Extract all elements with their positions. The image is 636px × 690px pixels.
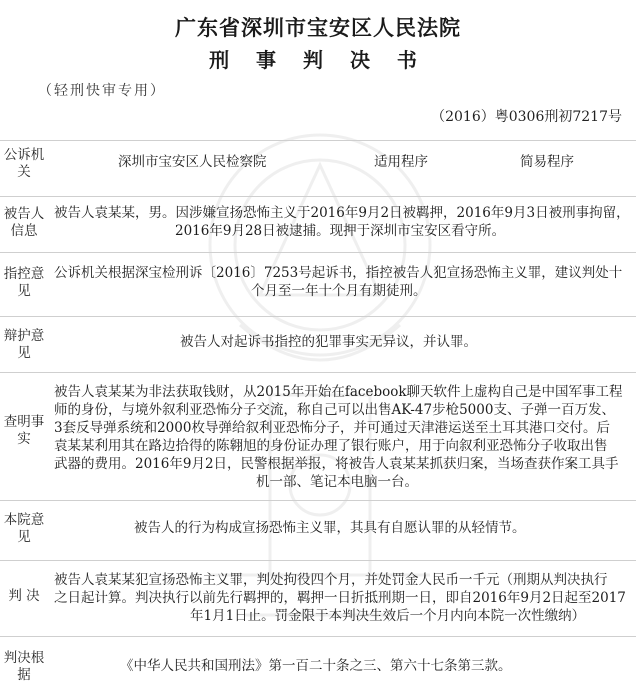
defendant-label: 被告人信息 <box>3 206 45 239</box>
defense-text: 被告人对起诉书指控的犯罪事实无异议，并认罪。 <box>180 334 477 350</box>
basis-row <box>0 636 636 690</box>
facts-line: 机一部、笔记本电脑一台。 <box>256 474 418 490</box>
prosecutor-agency: 深圳市宝安区人民检察院 <box>118 154 267 170</box>
defendant-line-1: 被告人袁某某，男。因涉嫌宣扬恐怖主义于2016年9月2日被羁押，2016年9月3日被刑事拘留， <box>54 205 630 221</box>
facts-line: 师的身份，与境外叙利亚恐怖分子交流，称自己可以出售AK-47步枪5000支、子弹一百万发、 <box>54 402 615 418</box>
judgment-row <box>0 560 636 636</box>
basis-text: 《中华人民共和国刑法》第一百二十条之三、第六十七条第三款。 <box>120 658 512 674</box>
defendant-row <box>0 196 636 252</box>
facts-line: 被告人袁某某为非法获取钱财，从2015年开始在facebook聊天软件上虚构自己是中国军事工程 <box>54 384 623 400</box>
facts-label: 查明事实 <box>3 414 45 447</box>
facts-line: 3套反导弹系统和2000枚导弹给叙利亚恐怖分子，并可通过天津港运送至土耳其港口交付。后 <box>54 420 610 436</box>
facts-row <box>0 372 636 500</box>
prosecutor-label: 公诉机关 <box>3 147 45 180</box>
judgment-label: 判 决 <box>8 588 40 604</box>
prosecutor-row <box>0 140 636 196</box>
charge-row <box>0 252 636 316</box>
charge-line-2: 个月至一年十个月有期徒刑。 <box>251 283 427 299</box>
defendant-line-2: 2016年9月28日被逮捕。现押于深圳市宝安区看守所。 <box>175 223 506 239</box>
defense-row <box>0 316 636 372</box>
facts-line: 袁某某利用其在路边拾得的陈翱旭的身份证办理了银行账户，用于向叙利亚恐怖分子收取出售 <box>54 438 608 454</box>
facts-line: 武器的费用。2016年9月2日，民警根据举报，将被告人袁某某抓获归案，当场查获作案工具手 <box>54 456 619 472</box>
defense-label: 辩护意见 <box>3 328 45 361</box>
charge-line-1: 公诉机关根据深宝检刑诉〔2016〕7253号起诉书，指控被告人犯宣扬恐怖主义罪，建议判处十 <box>54 265 623 281</box>
court-opinion-label: 本院意见 <box>3 512 45 545</box>
court-name: 广东省深圳市宝安区人民法院 <box>175 15 461 40</box>
charge-label: 指控意见 <box>3 266 45 299</box>
judgment-line: 被告人袁某某犯宣扬恐怖主义罪，判处拘役四个月，并处罚金人民币一千元（刑期从判决执行 <box>54 572 608 588</box>
procedure-value: 简易程序 <box>520 154 574 170</box>
judgment-line: 年1月1日止。罚金限于本判决生效后一个月内向本院一次性缴纳） <box>190 608 586 624</box>
court-opinion-text: 被告人的行为构成宣扬恐怖主义罪，其具有自愿认罪的从轻情节。 <box>134 520 526 536</box>
judgment-line: 之日起计算。判决执行以前先行羁押的，羁押一日折抵刑期一日，即自2016年9月2日起至2017 <box>54 590 626 606</box>
document-subtitle: （轻刑快审专用） <box>38 83 166 99</box>
basis-label: 判决根据 <box>3 650 45 683</box>
document-title: 刑 事 判 决 书 <box>209 48 427 72</box>
procedure-label: 适用程序 <box>374 154 428 170</box>
court-opinion-row <box>0 500 636 560</box>
case-number: （2016）粤0306刑初7217号 <box>431 109 622 125</box>
